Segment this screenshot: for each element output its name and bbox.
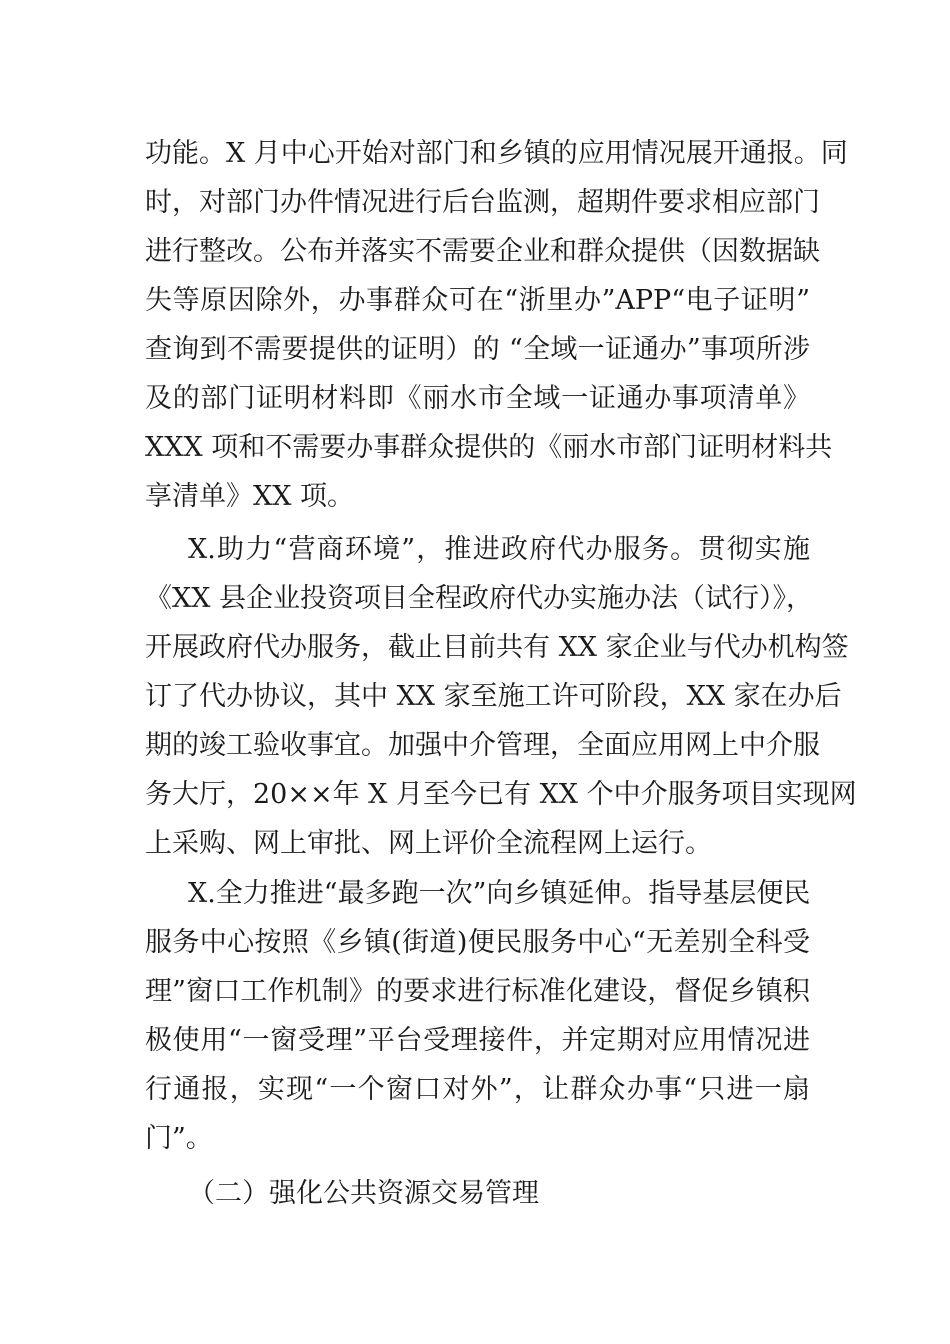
paragraph-line: 享清单》XX 项。 — [145, 481, 355, 512]
paragraph-line: 务大厅，20××年 X 月至今已有 XX 个中介服务项目实现网 — [145, 779, 857, 810]
paragraph-line: 时，对部门办件情况进行后台监测，超期件要求相应部门 — [145, 187, 820, 218]
paragraph-line: 上采购、网上审批、网上评价全流程网上运行。 — [145, 828, 712, 859]
paragraph-line: 服务中心按照《乡镇(街道)便民服务中心“无差别全科受 — [145, 927, 810, 958]
paragraph-line: 开展政府代办服务，截止目前共有 XX 家企业与代办机构签 — [145, 632, 849, 663]
paragraph-line: 理”窗口工作机制》的要求进行标准化建设，督促乡镇积 — [145, 976, 810, 1007]
paragraph-line: 订了代办协议，其中 XX 家至施工许可阶段，XX 家在办后 — [145, 681, 842, 712]
paragraph-line: 查询到不需要提供的证明）的 “全域一证通办”事项所涉 — [145, 334, 810, 365]
paragraph-line: 门”。 — [145, 1123, 213, 1154]
paragraph-line: X.助力“营商环境”，推进政府代办服务。贯彻实施 — [188, 534, 810, 565]
paragraph-line: 极使用“一窗受理”平台受理接件，并定期对应用情况进 — [145, 1025, 810, 1056]
paragraph-line: 失等原因除外，办事群众可在“浙里办”APP“电子证明” — [145, 285, 810, 316]
paragraph-line: 行通报，实现“一个窗口对外”，让群众办事“只进一扇 — [145, 1074, 810, 1105]
paragraph-line: 进行整改。公布并落实不需要企业和群众提供（因数据缺 — [145, 236, 820, 267]
paragraph-line: 期的竣工验收事宜。加强中介管理，全面应用网上中介服 — [145, 730, 820, 761]
section-heading: （二）强化公共资源交易管理 — [188, 1178, 539, 1209]
paragraph-line: 功能。X 月中心开始对部门和乡镇的应用情况展开通报。同 — [145, 138, 848, 169]
paragraph-line: X.全力推进“最多跑一次”向乡镇延伸。指导基层便民 — [188, 878, 811, 909]
paragraph-line: XXX 项和不需要办事群众提供的《丽水市部门证明材料共 — [145, 432, 833, 463]
paragraph-line: 及的部门证明材料即《丽水市全域一证通办事项清单》 — [145, 383, 810, 414]
paragraph-line: 《XX 县企业投资项目全程政府代办实施办法（试行）》， — [145, 583, 814, 614]
